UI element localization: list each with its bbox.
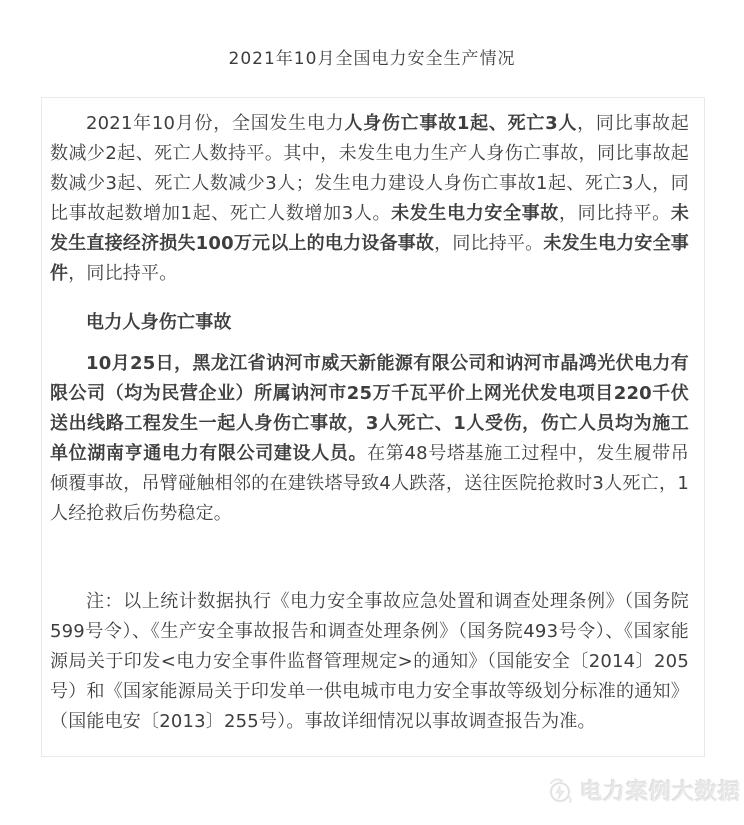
article-page — [0, 44, 744, 825]
text-run: 在第48号塔基施工过程中，发生履带吊倾覆事故，吊臂碰触相邻的在建铁塔导致4人跌落，送往医院抢救时3人死亡，1人经抢救后伤势稳定。 — [50, 443, 689, 524]
watermark-label: 电力案例大数据 — [580, 779, 742, 805]
text-run: 2021年10月份，全国发生电力 — [86, 113, 345, 134]
text-run: 电力人身伤亡事故 — [86, 312, 232, 333]
text-run: 注：以上统计数据执行《电力安全事故应急处置和调查处理条例》（国务院599号令）、《生产安全事故报告和调查处理条例》（国务院493号令）、《国家能源局关于印发<电力安全事件监督管理规定>的通知》（国能安全〔2014〕205号）和《国家能源局关于印发单一供电城市电力安全事故等级划分标准的通知》（国能电安〔2013〕255号）。事故详细情况以事故调查报告为准。 — [50, 591, 689, 732]
intro-paragraph — [50, 109, 689, 289]
text-run: 人身伤亡事故1起、死亡3人 — [344, 113, 578, 134]
text-run: ，同比持平。 — [434, 233, 544, 254]
text-run: 未发生电力安全事故 — [391, 203, 559, 224]
text-run: ，同比事故起数减少2起、死亡人数持平。其中，未发生电力生产人身伤亡事故，同比事故起数减少3起、死亡人数减少3人；发生电力建设人身伤亡事故1起、死亡3人，同比事故起数增加1起、死亡人数增加3人。 — [50, 113, 689, 224]
section-heading — [50, 308, 689, 338]
note-paragraph — [50, 587, 689, 737]
watermark — [544, 773, 741, 807]
paragraphs-container — [50, 109, 689, 737]
text-run: ，同比持平。 — [68, 263, 178, 284]
page-title: 2021年10月全国电力安全生产情况 — [228, 49, 516, 69]
text-run: 10月25日，黑龙江省讷河市威天新能源有限公司和讷河市晶鸿光伏电力有限公司（均为民营企业）所属讷河市25万千瓦平价上网光伏发电项目220千伏送出线路工程发生一起人身伤亡事故，3人死亡、1人受伤，伤亡人员均为施工单位湖南亨通电力有限公司建设人员。 — [50, 353, 689, 464]
text-run: 未发生电力安全事件 — [50, 233, 690, 284]
text-run: 未发生直接经济损失100万元以上的电力设备事故 — [50, 203, 690, 254]
incident-paragraph — [50, 349, 689, 529]
article-body-box — [41, 97, 705, 757]
power-case-data-logo-icon — [544, 773, 574, 807]
text-run: ，同比持平。 — [558, 203, 671, 224]
